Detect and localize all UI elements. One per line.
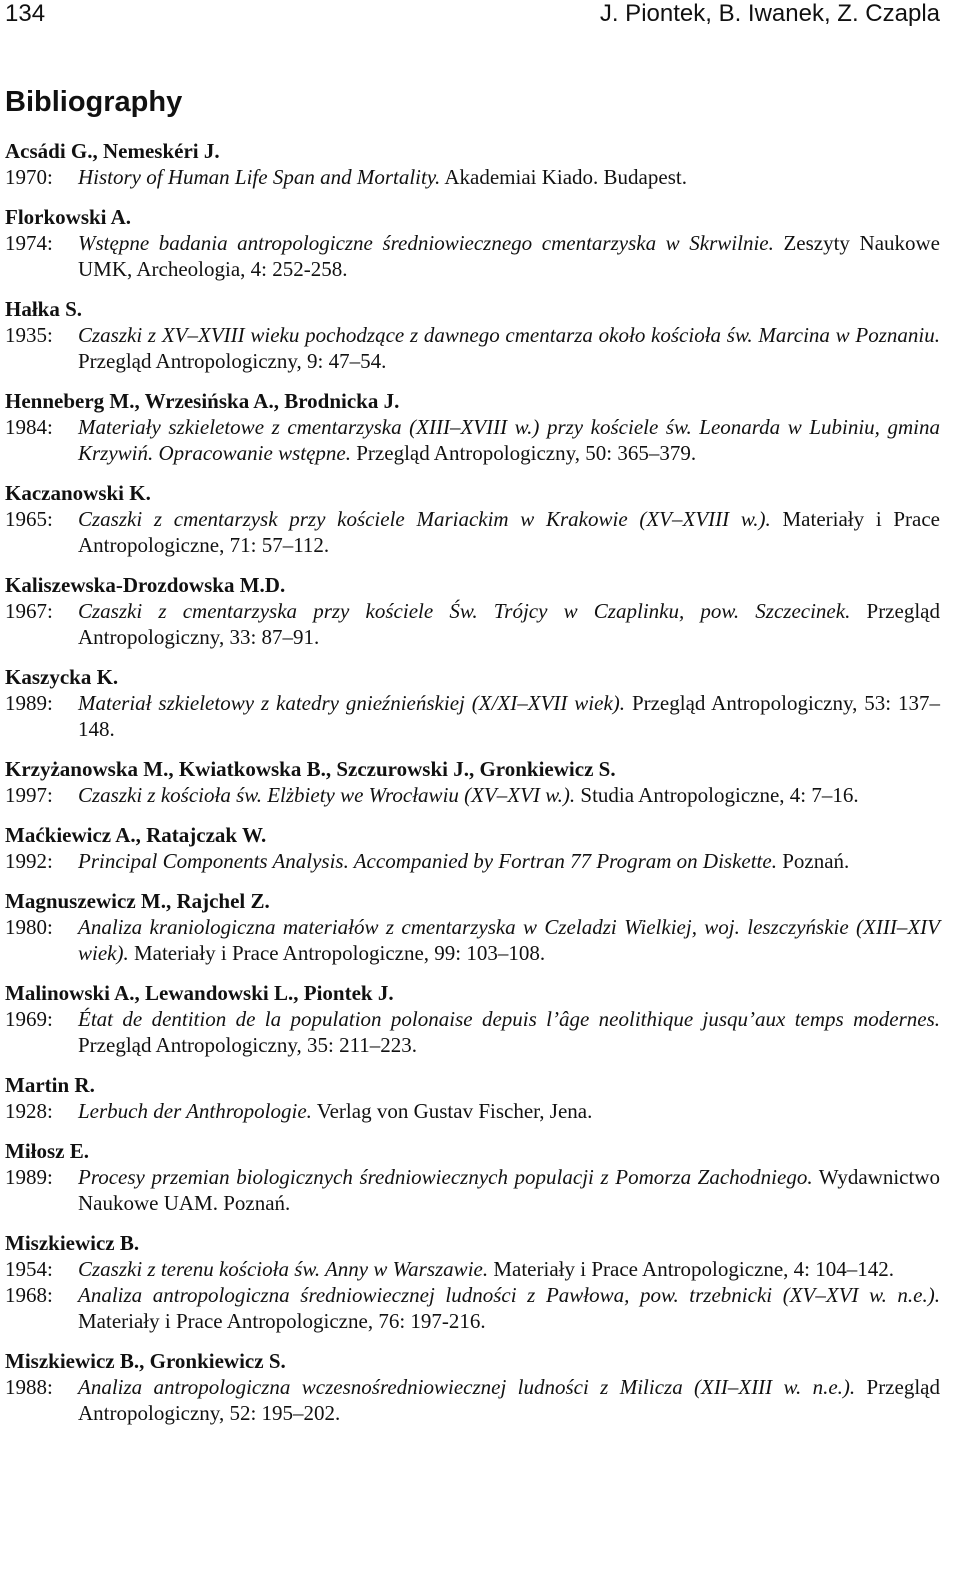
running-header [5, 0, 940, 40]
reference-title: Materiał szkieletowy z katedry gnieźnieńskiej (X/XI–XVII wiek). [78, 691, 626, 715]
entry-reference [5, 1006, 940, 1058]
reference-source: Verlag von Gustav Fischer, Jena. [311, 1099, 593, 1123]
reference-title: Czaszki z XV–XVIII wieku pochodzące z dawnego cmentarza około kościoła św. Marcina w Poznaniu. [78, 323, 940, 347]
reference-title: Analiza antropologiczna średniowiecznej ludności z Pawłowa, pow. trzebnicki (XV–XVI w. n.e.). [78, 1283, 940, 1307]
reference-source: Przegląd Antropologiczny, 53: 137–148. [78, 691, 940, 741]
entry-authors: Florkowski A. [5, 205, 132, 229]
entry-reference [5, 164, 940, 190]
entry-authors: Magnuszewicz M., Rajchel Z. [5, 889, 270, 913]
entry-reference [5, 690, 940, 742]
entry-authors: Kaczanowski K. [5, 481, 151, 505]
reference-source: Przegląd Antropologiczny, 50: 365–379. [351, 441, 697, 465]
entry-reference [5, 782, 940, 808]
bibliography-entry [5, 572, 940, 650]
reference-source: Materiały i Prace Antropologiczne, 4: 104–142. [488, 1257, 895, 1281]
reference-year: 1989: [5, 691, 53, 715]
entry-authors: Hałka S. [5, 297, 83, 321]
reference-source: Przegląd Antropologiczny, 9: 47–54. [78, 349, 387, 373]
reference-title: État de dentition de la population polonaise depuis l’âge neolithique jusqu’aux temps modernes. [78, 1007, 940, 1031]
bibliography-entry [5, 1230, 940, 1334]
entry-authors: Malinowski A., Lewandowski L., Piontek J. [5, 981, 394, 1005]
entry-authors: Henneberg M., Wrzesińska A., Brodnicka J. [5, 389, 400, 413]
entry-authors: Martin R. [5, 1073, 95, 1097]
entry-authors: Acsádi G., Nemeskéri J. [5, 139, 220, 163]
reference-source: Materiały i Prace Antropologiczne, 71: 57–112. [78, 507, 940, 557]
page-number: 134 [5, 0, 46, 27]
reference-year: 1969: [5, 1007, 53, 1031]
bibliography-list [5, 138, 940, 1440]
bibliography-entry [5, 1348, 940, 1426]
reference-title: Czaszki z kościoła św. Elżbiety we Wrocławiu (XV–XVI w.). [78, 783, 576, 807]
entry-authors: Krzyżanowska M., Kwiatkowska B., Szczurowski J., Gronkiewicz S. [5, 757, 616, 781]
reference-source: Materiały i Prace Antropologiczne, 76: 197-216. [78, 1309, 486, 1333]
reference-year: 1965: [5, 507, 53, 531]
bibliography-entry [5, 1072, 940, 1124]
entry-authors: Miłosz E. [5, 1139, 89, 1163]
entry-reference [5, 1282, 940, 1334]
bibliography-entry [5, 1138, 940, 1216]
entry-reference [5, 230, 940, 282]
reference-source: Przegląd Antropologiczny, 33: 87–91. [78, 599, 940, 649]
reference-source: Studia Antropologiczne, 4: 7–16. [575, 783, 859, 807]
entry-reference [5, 1164, 940, 1216]
reference-source: Materiały i Prace Antropologiczne, 99: 103–108. [128, 941, 546, 965]
entry-reference [5, 598, 940, 650]
entry-authors: Kaszycka K. [5, 665, 119, 689]
entry-authors: Miszkiewicz B. [5, 1231, 140, 1255]
reference-title: History of Human Life Span and Mortality. [78, 165, 441, 189]
reference-title: Czaszki z terenu kościoła św. Anny w Warszawie. [78, 1257, 489, 1281]
reference-year: 1974: [5, 231, 53, 255]
reference-title: Wstępne badania antropologiczne średniowiecznego cmentarzyska w Skrwilnie. [78, 231, 774, 255]
entry-authors: Miszkiewicz B., Gronkiewicz S. [5, 1349, 286, 1373]
reference-source: Wydawnictwo Naukowe UAM. Poznań. [78, 1165, 940, 1215]
reference-year: 1992: [5, 849, 53, 873]
running-head-authors: J. Piontek, B. Iwanek, Z. Czapla [599, 0, 940, 27]
bibliography-entry [5, 204, 940, 282]
bibliography-entry [5, 888, 940, 966]
entry-reference [5, 1256, 940, 1282]
reference-source: Przegląd Antropologiczny, 35: 211–223. [78, 1033, 418, 1057]
bibliography-entry [5, 138, 940, 190]
reference-source: Przegląd Antropologiczny, 52: 195–202. [78, 1375, 940, 1425]
reference-title: Materiały szkieletowe z cmentarzyska (XIII–XVIII w.) przy kościele św. Leonarda w Lubiniu, gmina Krzywiń. Opracowanie wstępne. [78, 415, 940, 465]
reference-source: Poznań. [776, 849, 850, 873]
entry-reference [5, 914, 940, 966]
reference-year: 1954: [5, 1257, 53, 1281]
bibliography-entry [5, 296, 940, 374]
entry-reference [5, 1098, 940, 1124]
bibliography-entry [5, 980, 940, 1058]
reference-year: 1984: [5, 415, 53, 439]
reference-title: Principal Components Analysis. Accompanied by Fortran 77 Program on Diskette. [78, 849, 777, 873]
reference-year: 1997: [5, 783, 53, 807]
reference-year: 1989: [5, 1165, 53, 1189]
bibliography-entry [5, 664, 940, 742]
reference-year: 1970: [5, 165, 53, 189]
entry-authors: Kaliszewska-Drozdowska M.D. [5, 573, 286, 597]
reference-title: Czaszki z cmentarzysk przy kościele Mariackim w Krakowie (XV–XVIII w.). [78, 507, 771, 531]
entry-reference [5, 414, 940, 466]
bibliography-entry [5, 388, 940, 466]
reference-year: 1935: [5, 323, 53, 347]
bibliography-entry [5, 480, 940, 558]
entry-reference [5, 322, 940, 374]
entry-reference [5, 1374, 940, 1426]
reference-title: Analiza kraniologiczna materiałów z cmentarzyska w Czeladzi Wielkiej, woj. leszczyńskie (XIII–XIV wiek). [78, 915, 940, 965]
bibliography-entry [5, 756, 940, 808]
entry-authors: Maćkiewicz A., Ratajczak W. [5, 823, 267, 847]
reference-title: Lerbuch der Anthropologie. [78, 1099, 312, 1123]
reference-title: Procesy przemian biologicznych średniowiecznych populacji z Pomorza Zachodniego. [78, 1165, 813, 1189]
reference-title: Czaszki z cmentarzyska przy kościele Św. Trójcy w Czaplinku, pow. Szczecinek. [78, 599, 851, 623]
reference-source: Akademiai Kiado. Budapest. [440, 165, 687, 189]
bibliography-entry [5, 822, 940, 874]
entry-reference [5, 848, 940, 874]
reference-year: 1967: [5, 599, 53, 623]
reference-year: 1980: [5, 915, 53, 939]
reference-source: Zeszyty Naukowe UMK, Archeologia, 4: 252-258. [78, 231, 941, 281]
reference-year: 1988: [5, 1375, 53, 1399]
reference-year: 1928: [5, 1099, 53, 1123]
entry-reference [5, 506, 940, 558]
reference-title: Analiza antropologiczna wczesnośredniowiecznej ludności z Milicza (XII–XIII w. n.e.). [78, 1375, 856, 1399]
section-title: Bibliography [5, 86, 183, 118]
reference-year: 1968: [5, 1283, 53, 1307]
